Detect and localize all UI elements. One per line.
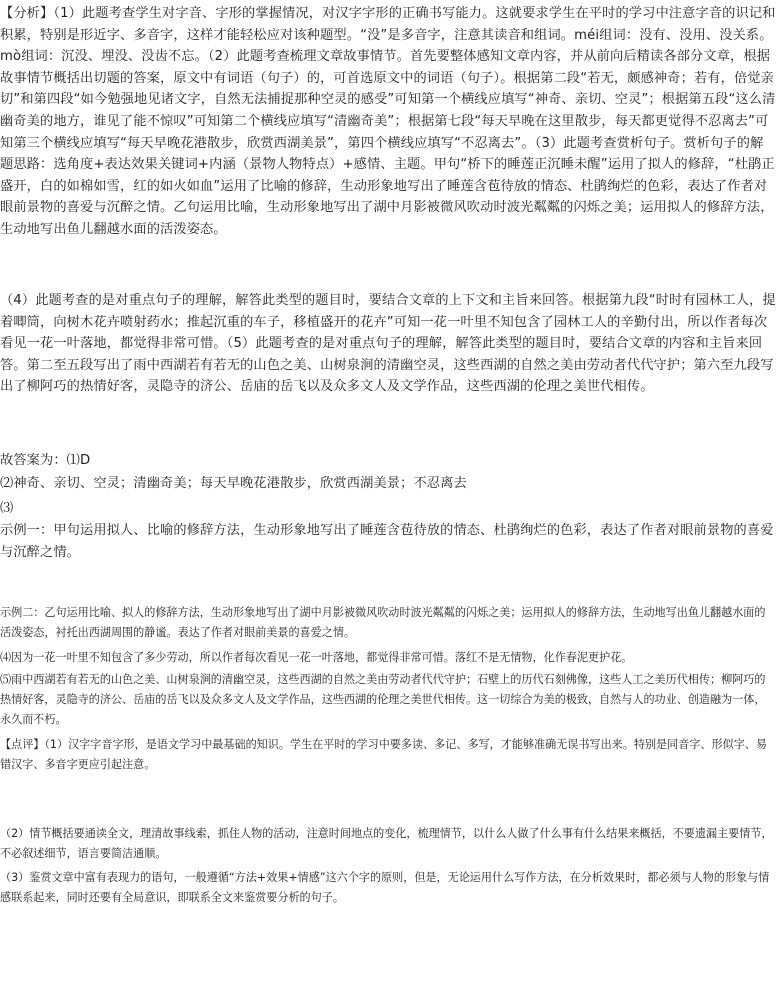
- answer-example-2: 示例二：乙句运用比喻、拟人的修辞方法，生动形象地写出了湖中月影被微风吹动时波光粼粼的闪烁之美；运用拟人的修辞方法，生动地写出鱼儿翻越水面的活泼姿态，衬托出西湖周围的静谧。表达了作者对眼前美景的喜爱之情。: [0, 606, 766, 639]
- comment-point-1: 【点评】（1）汉字字音字形，是语文学习中最基础的知识。学生在平时的学习中要多读、多记、多写，才能够准确无误书写出来。特别是同音字、形似字、易错汉字、多音字更应引起注意。: [0, 738, 767, 771]
- analysis-paragraph-2: （4）此题考查的是对重点句子的理解，解答此类型的题目时，要结合文章的上下文和主旨来回答。根据第九段“时时有园林工人，提着唧筒，向树木花卉喷射药水；推起沉重的车子，移植盛开的花卉”可知一花一叶里不知包含了园林工人的辛勤付出，所以作者每次看见一花一叶落地，都觉得非常可惜。（5）此题考查的是对重点句子的理解，解答此类型的题目时，要结合文章的内容和主旨来回答。第二至五段写出了雨中西湖若有若无的山色之美、山树泉涧的清幽空灵，这些西湖的自然之美由劳动者代代守护；第六至九段写出了柳阿巧的热情好客，灵隐寺的济公、岳庙的岳飞以及众多文人及文学作品，这些西湖的伦理之美世代相传。: [0, 293, 776, 395]
- answer-item-2: ⑵神奇、亲切、空灵；清幽奇美；每天早晚花港散步，欣赏西湖美景；不忍离去: [0, 476, 467, 491]
- comment-point-2: （2）情节概括要通读全文，理清故事线索，抓住人物的活动，注意时间地点的变化，梳理情节，以什么人做了什么事有什么结果来概括，不要遗漏主要情节，不必叙述细节，语言要简洁通顺。: [0, 827, 773, 860]
- answer-header: 故答案为：⑴D: [0, 453, 91, 468]
- answer-example-1: 示例一：甲句运用拟人、比喻的修辞方法，生动形象地写出了睡莲含苞待放的情态、杜鹃绚烂的色彩，表达了作者对眼前景物的喜爱与沉醉之情。: [0, 523, 774, 560]
- comment-point-3: （3）鉴赏文章中富有表现力的语句，一般遵循“方法+效果+情感”这六个字的原则，但是，无论运用什么写作方法，在分析效果时，都必须与人物的形象与情感联系起来，同时还要有全局意识，即联系全文来鉴赏要分析的句子。: [0, 871, 770, 904]
- analysis-paragraph-1: 【分析】（1）此题考查学生对字音、字形的掌握情况，对汉字字形的正确书写能力。这就要求学生在平时的学习中注意字音的识记和积累，特别是形近字、多音字，这样才能轻松应对该种题型。“没”是多音字，注意其读音和组词。méi组词：没有、没用、没关系。mò组词：沉没、埋没、没齿不忘。（2）此题考查梳理文章故事情节。首先要整体感知文章内容，并从前向后精读各部分文章，根据故事情节概括出切题的答案，原文中有词语（句子）的，可首选原文中的词语（句子）。根据第二段“若无，颇感神奇；若有，倍觉亲切”和第四段“如今勉强地见诸文字，自然无法捕捉那种空灵的感受”可知第一个横线应填写“神奇、亲切、空灵”；根据第五段“这么清幽奇美的地方，谁见了能不惊叹”可知第二个横线应填写“清幽奇美”；根据第七段“每天早晚在这里散步，每天都更觉得不忍离去”可知第三个横线应填写“每天早晚花港散步，欣赏西湖美景”，第四个横线应填写“不忍离去”。（3）此题考查赏析句子。赏析句子的解题思路：选角度+表达效果关键词+内涵（景物人物特点）+感情、主题。甲句“桥下的睡莲正沉睡未醒”运用了拟人的修辞，“杜鹃正盛开，白的如棉如雪，红的如火如血”运用了比喻的修辞，生动形象地写出了睡莲含苞待放的情态、杜鹃绚烂的色彩，表达了作者对眼前景物的喜爱与沉醉之情。乙句运用比喻，生动形象地写出了湖中月影被微风吹动时波光粼粼的闪烁之美；运用拟人的修辞方法，生动地写出鱼儿翻越水面的活泼姿态。: [0, 6, 776, 237]
- answer-item-4: ⑷因为一花一叶里不知包含了多少劳动，所以作者每次看见一花一叶落地，都觉得非常可惜。落红不是无情物，化作春泥更护花。: [0, 651, 633, 664]
- answer-item-3-label: ⑶: [0, 501, 14, 516]
- answer-item-5: ⑸雨中西湖若有若无的山色之美、山树泉涧的清幽空灵，这些西湖的自然之美由劳动者代代守护；石壁上的历代石刻佛像，这些人工之美历代相传；柳阿巧的热情好客，灵隐寺的济公、岳庙的岳飞以及众多文人及文学作品，这些西湖的伦理之美世代相传。这一切综合为美的极致，自然与人的功业、创造融为一体，永久而不朽。: [0, 673, 766, 726]
